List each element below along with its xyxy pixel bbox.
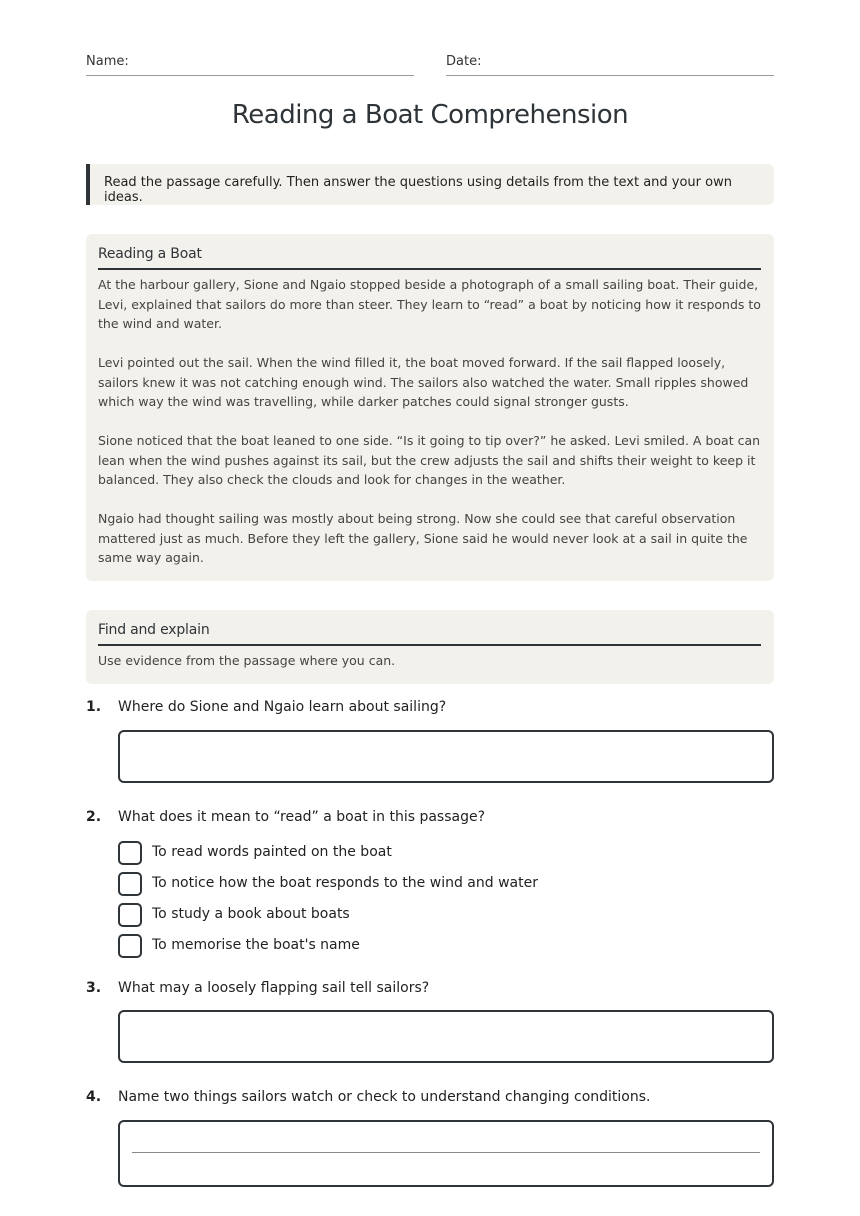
- answer-box-1[interactable]: [118, 730, 774, 783]
- option-label: To study a book about boats: [152, 906, 350, 922]
- name-label: Name:: [86, 54, 129, 69]
- question-number: 3.: [86, 980, 102, 996]
- passage-paragraph: Sione noticed that the boat leaned to one side. “Is it going to tip over?” he asked. Levi smiled. A boat can lean when the wind pushes against its sail, but the crew adjusts the sail and shifts their weight to keep it balanced. They also check the clouds and look for changes in the weather.: [98, 433, 761, 487]
- instructions-callout: [86, 164, 774, 205]
- passage-paragraph: Ngaio had thought sailing was mostly about being strong. Now she could see that careful observation mattered just as much. Before they left the gallery, Sione said he would never look at a sail in quite the same way again.: [98, 511, 748, 565]
- passage-heading: Reading a Boat: [98, 246, 761, 270]
- checkbox[interactable]: [118, 934, 142, 958]
- question-text: What does it mean to “read” a boat in this passage?: [118, 809, 486, 825]
- question-text: Name two things sailors watch or check to understand changing conditions.: [118, 1089, 651, 1105]
- section-header: [86, 610, 774, 684]
- answer-box-4[interactable]: [118, 1120, 774, 1187]
- question-number: 4.: [86, 1089, 102, 1105]
- option-3[interactable]: [118, 903, 738, 927]
- section-subtitle: Use evidence from the passage where you can.: [98, 653, 396, 668]
- question-text: Where do Sione and Ngaio learn about sailing?: [118, 699, 447, 715]
- checkbox[interactable]: [118, 841, 142, 865]
- option-label: To read words painted on the boat: [152, 844, 392, 860]
- option-label: To notice how the boat responds to the wind and water: [152, 875, 538, 891]
- question-number: 2.: [86, 809, 102, 825]
- header-fields: [86, 54, 774, 76]
- name-field[interactable]: [86, 54, 414, 76]
- writing-line: [132, 1152, 760, 1153]
- option-1[interactable]: [118, 841, 738, 865]
- option-2[interactable]: [118, 872, 738, 896]
- page-title: Reading a Boat Comprehension: [231, 100, 629, 130]
- instructions-text: Read the passage carefully. Then answer the questions using details from the text and your own ideas.: [104, 175, 732, 205]
- checkbox[interactable]: [118, 903, 142, 927]
- date-label: Date:: [446, 54, 482, 69]
- date-field[interactable]: [446, 54, 774, 76]
- checkbox[interactable]: [118, 872, 142, 896]
- question-number: 1.: [86, 699, 102, 715]
- section-heading: Find and explain: [98, 622, 761, 646]
- passage-paragraph: Levi pointed out the sail. When the wind filled it, the boat moved forward. If the sail flapped loosely, sailors knew it was not catching enough wind. The sailors also watched the water. Small ripples showed which way the wind was travelling, while darker patches could signal stronger gusts.: [98, 355, 749, 409]
- passage-paragraph: At the harbour gallery, Sione and Ngaio stopped beside a photograph of a small sailing boat. Their guide, Levi, explained that sailors do more than steer. They learn to “read” a boat by noticing how it responds to the wind and water.: [98, 277, 761, 331]
- passage-body: [98, 275, 761, 568]
- option-4[interactable]: [118, 934, 738, 958]
- answer-box-3[interactable]: [118, 1010, 774, 1063]
- question-text: What may a loosely flapping sail tell sailors?: [118, 980, 430, 996]
- option-label: To memorise the boat's name: [152, 937, 360, 953]
- reading-passage: [86, 234, 774, 581]
